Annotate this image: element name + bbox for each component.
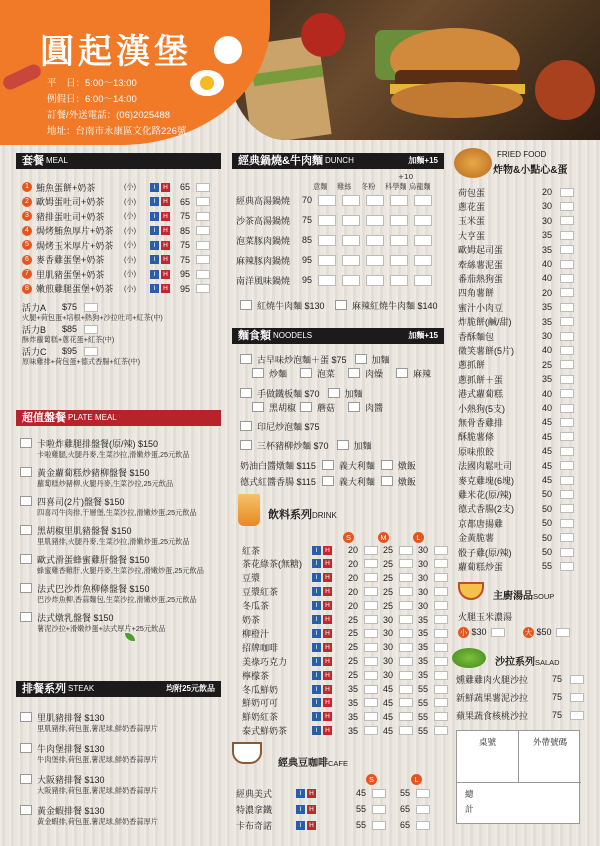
item-number: 4 bbox=[22, 226, 32, 236]
fried-item[interactable]: 雞米花(原/辣) 50 bbox=[458, 487, 574, 501]
hot-badge: H bbox=[307, 821, 316, 830]
steak-item[interactable]: 牛肉堡排餐 $130 bbox=[20, 741, 105, 755]
ice-badge: I bbox=[312, 601, 321, 610]
drink-item[interactable]: 冬瓜鮮奶 I H 35 45 55 bbox=[242, 682, 453, 696]
hot-badge: H bbox=[161, 226, 170, 235]
steak-item[interactable]: 大阪豬排餐 $130 bbox=[20, 772, 105, 786]
cafe-item[interactable]: 卡布奇諾 I H 55 65 bbox=[236, 818, 444, 832]
drink-item[interactable]: 豆漿 I H 20 25 30 bbox=[242, 571, 453, 585]
noodle-3[interactable]: 印尼炒泡麵 $75 bbox=[240, 419, 320, 433]
ice-badge: I bbox=[312, 573, 321, 582]
vitality-desc: 原味雞排+荷包蛋+德式香腸+紅茶(中) bbox=[22, 357, 141, 366]
noodle-4[interactable]: 三杯豬柳炒麵 $70 加麵 bbox=[240, 438, 372, 452]
pot-column-label: 雞絲 bbox=[337, 182, 352, 191]
drink-item[interactable]: 招牌咖啡 I H 25 30 35 bbox=[242, 640, 453, 654]
fried-item[interactable]: 番茄熱狗蛋 40 bbox=[458, 271, 574, 285]
hot-badge: H bbox=[323, 546, 332, 555]
size-marker: M bbox=[378, 530, 389, 544]
ice-badge: I bbox=[296, 805, 305, 814]
coffee-cup-icon bbox=[232, 742, 262, 764]
plate-desc: 卡啦雞腿,火腿丹麥,生菜沙拉,滑嫩炒蛋,25元飲品 bbox=[37, 450, 190, 459]
hot-badge: H bbox=[323, 573, 332, 582]
pot-column-label: 烏龍麵 bbox=[409, 182, 431, 191]
pot-item[interactable]: 麻辣豚肉鍋燒 95 bbox=[236, 253, 432, 267]
address: 地址：台南市永康區文化路226號 bbox=[47, 126, 187, 137]
plate-item[interactable]: 法式燉乳盤餐 $150 bbox=[20, 610, 114, 624]
vitality-desc: 火腿+荷包蛋+培根+熱狗+沙拉吐司+紅茶(中) bbox=[22, 313, 163, 322]
salad-item[interactable]: 蘋果蔬食核桃沙拉 75 bbox=[456, 708, 584, 722]
vitality-desc: 酥炸蘿蔔糕+蔥花蛋+紅茶(中) bbox=[22, 335, 115, 344]
set-meal-item[interactable]: 1 鮪魚蛋餅+奶茶 (小) I H 65 bbox=[22, 180, 210, 194]
pot-item[interactable]: 泡菜豚肉鍋燒 85 bbox=[236, 233, 432, 247]
order-box bbox=[456, 730, 580, 824]
vitality-item[interactable]: 活力B $85 bbox=[22, 322, 98, 336]
hot-badge: H bbox=[161, 241, 170, 250]
fried-item[interactable]: 無骨香雞排 45 bbox=[458, 415, 574, 429]
fried-item[interactable]: 微笑薯餅(5片) 40 bbox=[458, 343, 574, 357]
drink-item[interactable]: 茶花綠茶(無糖) I H 20 25 30 bbox=[242, 557, 453, 571]
noodle-1[interactable]: 古早味炒泡麵＋蛋 $75 加麵 bbox=[240, 352, 390, 366]
table-number-field[interactable]: 桌號 bbox=[457, 731, 519, 783]
size-marker: S bbox=[366, 772, 377, 786]
hot-badge: H bbox=[161, 284, 170, 293]
plate-desc: 里肌豬排,火腿丹麥,生菜沙拉,滑嫩炒蛋,25元飲品 bbox=[37, 537, 190, 546]
set-meal-header: 套餐 MEAL bbox=[16, 153, 221, 169]
plate-desc: 蘿蔔糕炒豬柳,火腿丹麥,生菜沙拉,25元飲品 bbox=[37, 479, 174, 488]
pot-item[interactable]: 沙茶高湯鍋燒 75 bbox=[236, 213, 432, 227]
ice-badge: I bbox=[312, 643, 321, 652]
drink-item[interactable]: 冬瓜茶 I H 20 25 30 bbox=[242, 599, 453, 613]
drink-item[interactable]: 豆漿紅茶 I H 20 25 30 bbox=[242, 585, 453, 599]
ice-badge: I bbox=[296, 821, 305, 830]
drink-item[interactable]: 紅茶 I H 20 25 30 bbox=[242, 543, 453, 557]
pot-column-label: 冬粉 bbox=[361, 182, 376, 191]
plate-item[interactable]: 四喜司(2片)盤餐 $150 bbox=[20, 494, 125, 508]
fried-item[interactable]: 玉米蛋 30 bbox=[458, 214, 574, 228]
steak-header: 排餐系列 STEAK 均附25元飲品 bbox=[16, 681, 221, 697]
plate-desc: 四喜司牛肉排,干層堡,生菜沙拉,滑嫩炒蛋,25元飲品 bbox=[37, 508, 197, 517]
noodle-6[interactable]: 德式紅醬香腸 $115 義大利麵 燉飯 bbox=[240, 476, 416, 487]
vitality-item[interactable]: 活力C $95 bbox=[22, 344, 98, 358]
vitality-item[interactable]: 活力A $75 bbox=[22, 300, 98, 314]
ice-badge: I bbox=[150, 212, 159, 221]
steak-desc: 大阪豬排,荷包蛋,薯泥球,鮮奶香蒜厚片 bbox=[37, 786, 158, 795]
udon-add: +10 bbox=[398, 172, 414, 181]
hours-weekday: 平 日：5:00～13:00 bbox=[47, 78, 137, 89]
drink-item[interactable]: 鮮奶紅茶 I H 35 45 55 bbox=[242, 710, 453, 724]
fried-item[interactable]: 原味煎餃 45 bbox=[458, 444, 574, 458]
hot-badge: H bbox=[323, 587, 332, 596]
fried-item[interactable]: 蘿蔔糕炒蛋 55 bbox=[458, 559, 574, 573]
pot-column-label: 意麵 bbox=[313, 182, 328, 191]
ice-badge: I bbox=[150, 197, 159, 206]
steak-desc: 黃金蝦排,荷包蛋,薯泥球,鮮奶香蒜厚片 bbox=[37, 817, 158, 826]
hot-badge: H bbox=[161, 255, 170, 264]
hot-badge: H bbox=[323, 629, 332, 638]
noodle-option[interactable]: 肉醬 bbox=[348, 400, 383, 414]
fried-item[interactable]: 小熱狗(5支) 40 bbox=[458, 401, 574, 415]
hot-badge: H bbox=[323, 698, 332, 707]
plate-desc: 蜂蜜雞香雞肝,火腿丹麥,生菜沙拉,滑嫩炒蛋,25元飲品 bbox=[37, 566, 204, 575]
pot-item[interactable]: 經典高湯鍋燒 70 bbox=[236, 193, 432, 207]
hot-badge: H bbox=[323, 643, 332, 652]
hot-badge: H bbox=[161, 212, 170, 221]
hot-badge: H bbox=[307, 789, 316, 798]
item-number: 8 bbox=[22, 284, 32, 294]
cafe-item[interactable]: 經典美式 I H 45 55 bbox=[236, 786, 444, 800]
noodle-header: 麵食類 NOODELS 加麵+15 bbox=[232, 328, 444, 344]
drink-header: 飲料系列DRINK bbox=[268, 509, 337, 521]
pot-column-label: 科學麵 bbox=[385, 182, 407, 191]
set-meal-item[interactable]: 8 嫩煎雞腿蛋堡+奶茶 (小) I H 95 bbox=[22, 282, 210, 296]
item-number: 1 bbox=[22, 182, 32, 192]
fried-item[interactable]: 大亨蛋 35 bbox=[458, 228, 574, 242]
ice-badge: I bbox=[150, 255, 159, 264]
hours-holiday: 例假日：6:00～14:00 bbox=[47, 94, 137, 105]
fried-title: 炸物&小點心&蛋 bbox=[493, 165, 568, 176]
plate-item[interactable]: 歐式滑蛋蜂蜜雞肝盤餐 $150 bbox=[20, 552, 150, 566]
fried-item[interactable]: 蜜汁小肉豆 35 bbox=[458, 300, 574, 314]
salad-bowl-icon bbox=[452, 648, 486, 668]
value-plate-header: 超值盤餐 PLATE MEAL bbox=[16, 410, 221, 426]
drink-glass-icon bbox=[238, 494, 260, 526]
plate-item[interactable]: 黃金蘿蔔糕炒豬柳盤餐 $150 bbox=[20, 465, 150, 479]
fried-item[interactable]: 荷包蛋 20 bbox=[458, 185, 574, 199]
pot-header: 經典鍋燒&牛肉麵 DUNCH 加麵+15 bbox=[232, 153, 444, 169]
noodle-option[interactable]: 麻辣 bbox=[396, 366, 431, 380]
drink-item[interactable]: 柳橙汁 I H 25 30 35 bbox=[242, 626, 453, 640]
ice-badge: I bbox=[150, 284, 159, 293]
shop-logo: 圓起漢堡 bbox=[40, 32, 192, 72]
ice-badge: I bbox=[150, 241, 159, 250]
soup-bowl-icon bbox=[458, 582, 484, 600]
beef-noodle-2[interactable]: 麻辣紅燒牛肉麵 $140 bbox=[335, 298, 438, 312]
fried-item[interactable]: 骰子雞(原/辣) 50 bbox=[458, 545, 574, 559]
noodle-option[interactable]: 炒麵 bbox=[252, 366, 287, 380]
steak-item[interactable]: 里肌豬排餐 $130 bbox=[20, 710, 105, 724]
noodle-option[interactable]: 泡菜 bbox=[300, 366, 335, 380]
plate-item[interactable]: 法式巴沙炸魚柳條盤餐 $150 bbox=[20, 581, 150, 595]
fried-item[interactable]: 牽絲薯泥蛋 40 bbox=[458, 257, 574, 271]
noodle-option[interactable]: 蘑菇 bbox=[300, 400, 335, 414]
total-field[interactable]: 總 計 bbox=[465, 790, 474, 815]
set-meal-item[interactable]: 7 里肌豬蛋堡+奶茶 (小) I H 95 bbox=[22, 267, 210, 281]
noodle-option[interactable]: 肉燥 bbox=[348, 366, 383, 380]
fried-title-en: FRIED FOOD bbox=[497, 150, 547, 159]
hot-badge: H bbox=[323, 559, 332, 568]
set-meal-item[interactable]: 4 焗烤鮪魚厚片+奶茶 (小) I H 85 bbox=[22, 224, 210, 238]
set-meal-item[interactable]: 6 麥香雞蛋堡+奶茶 (小) I H 75 bbox=[22, 253, 210, 267]
item-number: 3 bbox=[22, 211, 32, 221]
ice-badge: I bbox=[150, 183, 159, 192]
item-number: 2 bbox=[22, 197, 32, 207]
fried-item[interactable]: 四角薯餅 20 bbox=[458, 286, 574, 300]
cafe-header: 經典豆咖啡CAFE bbox=[278, 758, 349, 769]
pot-item[interactable]: 南洋風味鍋燒 95 bbox=[236, 273, 432, 287]
hot-badge: H bbox=[161, 197, 170, 206]
fried-item[interactable]: 酥脆薯條 45 bbox=[458, 430, 574, 444]
salad-item[interactable]: 新鮮蔬果薯泥沙拉 75 bbox=[456, 690, 584, 704]
fried-item[interactable]: 德式香腸(2支) 50 bbox=[458, 502, 574, 516]
hot-badge: H bbox=[323, 685, 332, 694]
set-meal-item[interactable]: 3 豬排蛋吐司+奶茶 (小) I H 75 bbox=[22, 209, 210, 223]
item-number: 5 bbox=[22, 240, 32, 250]
drink-item[interactable]: 檸檬茶 I H 25 30 35 bbox=[242, 668, 453, 682]
hot-badge: H bbox=[323, 615, 332, 624]
beef-noodle-1[interactable]: 紅燒牛肉麵 $130 bbox=[240, 298, 325, 312]
burger-logo-icon bbox=[212, 34, 244, 66]
egg-mascot-icon bbox=[190, 70, 224, 96]
fried-item[interactable]: 香酥麵包 30 bbox=[458, 329, 574, 343]
hot-badge: H bbox=[161, 183, 170, 192]
salad-item[interactable]: 燻雞雞肉火腿沙拉 75 bbox=[456, 672, 584, 686]
fried-item[interactable]: 蔥抓餅＋蛋 35 bbox=[458, 372, 574, 386]
ice-badge: I bbox=[150, 226, 159, 235]
food-photo bbox=[225, 0, 600, 140]
size-marker: L bbox=[413, 530, 424, 544]
phone: 訂餐/外送電話：(06)2025488 bbox=[47, 110, 171, 121]
drink-item[interactable]: 美祿巧克力 I H 25 30 35 bbox=[242, 654, 453, 668]
hot-badge: H bbox=[323, 726, 332, 735]
hot-badge: H bbox=[323, 671, 332, 680]
fried-item[interactable]: 法國肉鬆吐司 45 bbox=[458, 459, 574, 473]
fried-item[interactable]: 京都唐揚雞 50 bbox=[458, 516, 574, 530]
ice-badge: I bbox=[312, 657, 321, 666]
item-number: 6 bbox=[22, 255, 32, 265]
ice-badge: I bbox=[312, 629, 321, 638]
drink-item[interactable]: 鮮奶可可 I H 35 45 55 bbox=[242, 696, 453, 710]
noodle-2[interactable]: 手做鐵板麵 $70 加麵 bbox=[240, 386, 363, 400]
fried-item[interactable]: 港式蘿蔔糕 40 bbox=[458, 387, 574, 401]
size-marker: S bbox=[343, 530, 354, 544]
plate-desc: 薯泥沙拉+滑嫩炒蛋+法式厚片+25元飲品 bbox=[37, 624, 166, 633]
plate-item[interactable]: 卡啦炸雞腿排盤餐(原/辣) $150 bbox=[20, 436, 158, 450]
fried-item[interactable]: 蔥花蛋 30 bbox=[458, 199, 574, 213]
steak-desc: 牛肉堡排,荷包蛋,薯泥球,鮮奶香蒜厚片 bbox=[37, 755, 158, 764]
drink-item[interactable]: 奶茶 I H 25 30 35 bbox=[242, 613, 453, 627]
drink-item[interactable]: 泰式鮮奶茶 I H 35 45 55 bbox=[242, 724, 453, 738]
steak-item[interactable]: 黃金蝦排餐 $130 bbox=[20, 803, 105, 817]
ice-badge: I bbox=[312, 726, 321, 735]
set-meal-item[interactable]: 2 歐姆蛋吐司+奶茶 (小) I H 65 bbox=[22, 195, 210, 209]
ice-badge: I bbox=[312, 698, 321, 707]
fried-item[interactable]: 蔥抓餅 25 bbox=[458, 358, 574, 372]
noodle-option[interactable]: 黑胡椒 bbox=[252, 400, 296, 414]
fried-item[interactable]: 歐姆起司蛋 35 bbox=[458, 243, 574, 257]
hot-badge: H bbox=[323, 601, 332, 610]
ice-badge: I bbox=[312, 685, 321, 694]
ice-badge: I bbox=[312, 546, 321, 555]
item-number: 7 bbox=[22, 269, 32, 279]
plate-desc: 巴沙炸魚柳,香蒜麵包,生菜沙拉,滑嫩炒蛋,25元飲品 bbox=[37, 595, 197, 604]
fried-item[interactable]: 金黃脆薯 50 bbox=[458, 531, 574, 545]
ice-badge: I bbox=[312, 671, 321, 680]
hot-badge: H bbox=[161, 270, 170, 279]
soup-small[interactable]: 小 $30 bbox=[458, 625, 505, 639]
cafe-item[interactable]: 特濃拿鐵 I H 55 65 bbox=[236, 802, 444, 816]
hot-badge: H bbox=[323, 712, 332, 721]
ice-badge: I bbox=[312, 559, 321, 568]
soup-header: 主廚湯品SOUP bbox=[493, 591, 555, 602]
set-meal-item[interactable]: 5 焗烤玉米厚片+奶茶 (小) I H 75 bbox=[22, 238, 210, 252]
noodle-5[interactable]: 奶油白醬燉麵 $115 義大利麵 燉飯 bbox=[240, 460, 416, 471]
fried-food-icon bbox=[454, 148, 492, 178]
hot-badge: H bbox=[323, 657, 332, 666]
size-marker: L bbox=[411, 772, 422, 786]
salad-header: 沙拉系列SALAD bbox=[495, 657, 560, 668]
fried-item[interactable]: 炸脆餅(鹹/甜) 35 bbox=[458, 315, 574, 329]
takeout-number-field[interactable]: 外帶號碼 bbox=[519, 731, 581, 783]
plate-item[interactable]: 黑胡椒里肌豬盤餐 $150 bbox=[20, 523, 132, 537]
soup-name: 火腿玉米濃湯 bbox=[458, 611, 513, 622]
soup-large[interactable]: 大 $50 bbox=[523, 625, 570, 639]
ice-badge: I bbox=[312, 587, 321, 596]
hot-badge: H bbox=[307, 805, 316, 814]
ice-badge: I bbox=[296, 789, 305, 798]
fried-item[interactable]: 麥克雞塊(6塊) 45 bbox=[458, 473, 574, 487]
ice-badge: I bbox=[312, 712, 321, 721]
steak-desc: 里肌豬排,荷包蛋,薯泥球,鮮奶香蒜厚片 bbox=[37, 724, 158, 733]
burger-sandwich-image bbox=[225, 0, 600, 140]
ice-badge: I bbox=[312, 615, 321, 624]
ice-badge: I bbox=[150, 270, 159, 279]
